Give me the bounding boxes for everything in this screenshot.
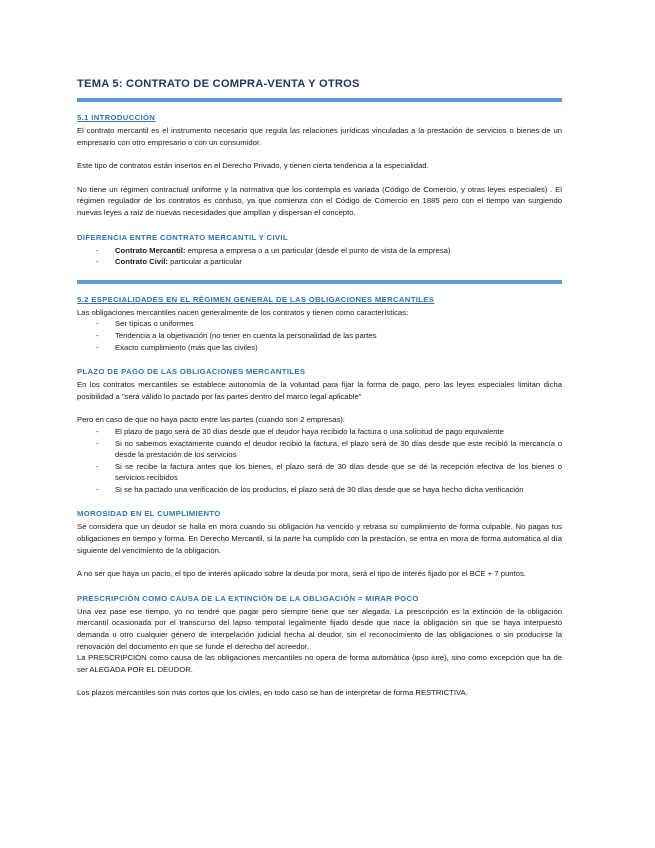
paragraph: En los contratos mercantiles se establece autonomía de la voluntad para fijar la forma de pago, pero las leyes especiales limitan dicha posibilidad a "será válido lo pactado por las partes dentro del marco legal aplicable" (77, 380, 562, 401)
document-content (77, 78, 562, 699)
list-item: - Si se ha pactado una verificación de los productos, el plazo será de 30 días desde que se haya hecho dicha verificación (96, 484, 524, 494)
subheading-prescripcion: PRESCRIPCIÓN COMO CAUSA DE LA EXTINCIÓN DE LA OBLIGACIÓN = MIRAR POCO (77, 593, 419, 603)
list-item-text: Si se recibe la factura antes que los bienes, el plazo será de 30 días desde que se dé la recepción efectiva de los bienes o servicios recibidos (115, 461, 562, 483)
paragraph: El contrato mercantil es el instrumento necesario que regula las relaciones jurídicas vinculadas a la prestación de servicios o bienes de un empresario con otro empresario o con un consumidor. (77, 126, 562, 147)
paragraph: Se considera que un deudor se halla en mora cuando su obligación ha vencido y retrasa su cumplimiento de forma culpable. No pagas tus obligaciones en tiempo y forma. En Derecho Mercantil, si la parte ha cumplido con la prestación, se entra en mora de forma automática al día siguiente del vencimiento de la obligación. (77, 522, 562, 555)
paragraph: Los plazos mercantiles son más cortos que los civiles, en todo caso se han de interpretar de forma RESTRICTIVA. (77, 688, 468, 698)
term-bold: Contrato Mercantil: (115, 245, 186, 255)
bullet-list (77, 426, 562, 496)
list-item: - Si no sabemos exactamente cuando el deudor recibió la factura, el plazo será de 30 días desde que este recibió la mercancía o desde la prestación de los servicios (96, 438, 562, 460)
list-item: - Exacto cumplimiento (más que las civiles) (96, 342, 258, 352)
document-title: TEMA 5: CONTRATO DE COMPRA-VENTA Y OTROS (77, 78, 360, 90)
paragraph: Este tipo de contratos están insertos en el Derecho Privado, y tienen cierta tendencia a la especialidad. (77, 161, 429, 171)
paragraph: A no ser que haya un pacto, el tipo de interés aplicado sobre la deuda por mora, será el tipo de interés fijado por el BCE + 7 puntos. (77, 569, 526, 579)
section-heading-especialidades: 5.2 ESPECIALIDADES EN EL RÉGIMEN GENERAL DE LAS OBLIGACIONES MERCANTILES (77, 294, 435, 304)
list-item-text: Exacto cumplimiento (más que las civiles) (115, 342, 258, 352)
bullet-list (77, 245, 562, 268)
list-item-text: Tendencia a la objetivación (no tener en cuenta la personalidad de las partes (115, 330, 377, 340)
list-item: - Contrato Mercantil: empresa a empresa o a un particular (desde el punto de vista de la empresa) (96, 245, 451, 255)
list-item: - Contrato Civil: particular a particular (96, 257, 242, 267)
subheading-plazo: PLAZO DE PAGO DE LAS OBLIGACIONES MERCANTILES (77, 367, 306, 377)
section-heading-introduccion: 5.1 INTRODUCCIÓN (77, 113, 156, 122)
list-item-text: Si se ha pactado una verificación de los productos, el plazo será de 30 días desde que se haya hecho dicha verificación (115, 484, 524, 494)
list-item: - El plazo de pago será de 30 días desde que el deudor haya recibido la factura o una solicitud de pago equivalente (96, 426, 504, 436)
list-item: - Ser típicas o uniformes (96, 319, 194, 329)
list-item: - Tendencia a la objetivación (no tener en cuenta la personalidad de las partes (96, 330, 377, 340)
section-rule (77, 280, 562, 284)
paragraph: No tiene un régimen contractual uniforme y la normativa que los contempla es variada (Código de Comercio, y otras leyes especiales) . El régimen regulador de los contratos es confuso, ya que comienza con el Código de Comercio en 1885 pero con el tiempo van surgiendo nuevas leyes a raíz de nuevas necesidades que amplían y dispersan el concepto. (77, 184, 562, 217)
paragraph: Pero en caso de que no haya pacto entre las partes (cuando son 2 empresas): (77, 415, 345, 425)
subheading-morosidad: MOROSIDAD EN EL CUMPLIMIENTO (77, 509, 221, 519)
term-text: empresa a empresa o a un particular (desde el punto de vista de la empresa) (185, 245, 451, 255)
title-rule (77, 98, 562, 102)
list-item: - Si se recibe la factura antes que los bienes, el plazo será de 30 días desde que se dé la recepción efectiva de los bienes o servicios recibidos (96, 461, 562, 483)
list-item-text: Si no sabemos exactamente cuando el deudor recibió la factura, el plazo será de 30 días desde que este recibió la mercancía o desde la prestación de los servicios (115, 438, 562, 460)
term-bold: Contrato Civil: (115, 257, 168, 267)
subheading-diferencia: DIFERENCIA ENTRE CONTRATO MERCANTIL Y CIVIL (77, 232, 288, 242)
list-item-text: Ser típicas o uniformes (115, 319, 194, 329)
paragraph: La PRESCRIPCIÓN como causa de las obligaciones mercantiles no opera de forma automática (ipso iure), sino como excepción que ha de ser ALEGADA POR EL DEUDOR. (77, 653, 562, 674)
list-item-text: El plazo de pago será de 30 días desde que el deudor haya recibido la factura o una solicitud de pago equivalente (115, 426, 504, 436)
term-text: particular a particular (167, 257, 242, 267)
paragraph: Una vez pase ese tiempo, yo no tendré que pagar pero siempre tiene que ser alegada. La prescripción es la extinción de la obligación mercantil ocasionada por el transcurso del lapso temporal legalmente fijado desde que nace la obligación sin que se haya interpuesto demanda u otro cualquier género de interpelación judicial hecha al deudor, sin el reconocimiento de las obligaciones o sin producirse la renovación del documento en que se funde el derecho del acreedor. (77, 606, 562, 651)
bullet-list (77, 318, 562, 353)
paragraph: Las obligaciones mercantiles nacen generalmente de los contratos y tienen como características: (77, 307, 409, 317)
